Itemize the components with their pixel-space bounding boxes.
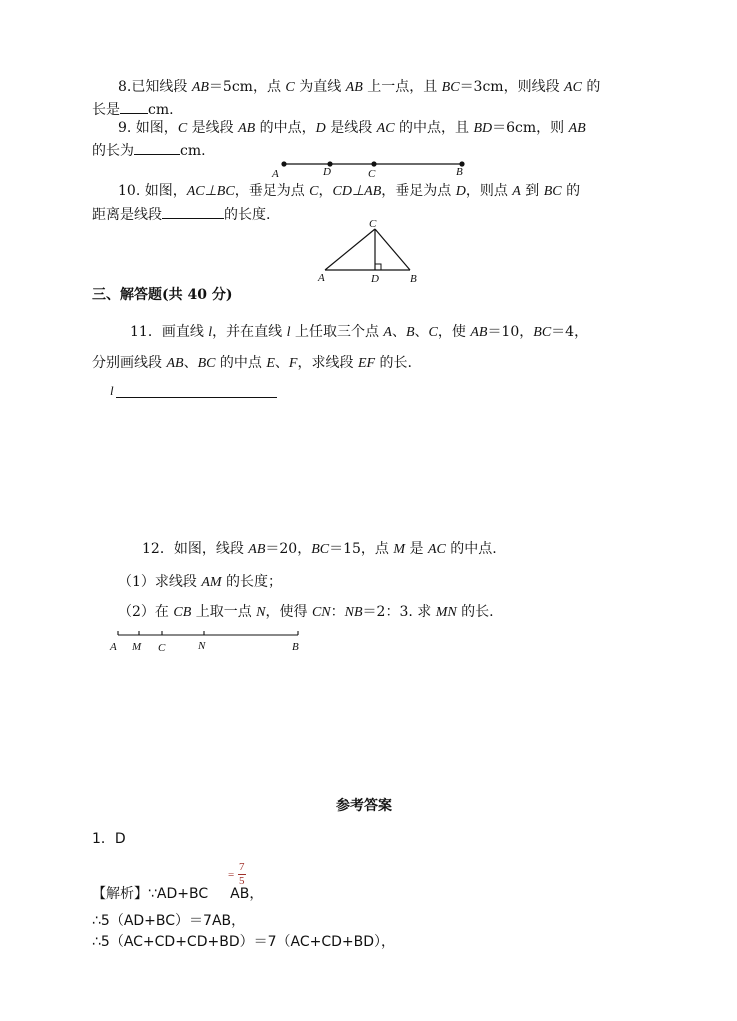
q12-label-m: M [132, 641, 142, 653]
q10-text: 的长度. [224, 207, 271, 223]
q9-line2 [92, 141, 206, 160]
q8-text: 的 [581, 79, 601, 95]
q12-var: NB [344, 605, 363, 620]
q12-var: CN [311, 605, 331, 620]
q10-triangle-figure [315, 220, 425, 290]
q12-text: ＝2：3. 求 [362, 604, 436, 620]
q10-var: C [309, 184, 319, 199]
q12-line1 [142, 540, 497, 559]
q11-text: 分别画线段 [92, 355, 167, 371]
q11-var: A [383, 325, 392, 340]
q10-text: 距离是线段 [92, 207, 162, 223]
q10-right-angle-mark [375, 264, 381, 270]
q11-var: AB [166, 356, 184, 371]
q12-var: BC [311, 542, 330, 557]
q9-var: AB [568, 121, 586, 136]
q11-var: C [428, 325, 438, 340]
fraction-denominator: 5 [239, 875, 245, 887]
q9-text: cm. [180, 143, 206, 159]
q9-text: 的中点， [255, 120, 316, 136]
q9-text: ＝6cm，则 [492, 120, 569, 136]
q8-var: BC [441, 80, 460, 95]
q11-var: BC [533, 325, 552, 340]
q11-text: ，求线段 [297, 355, 358, 371]
answer-step-1: ∴5（AD+BC）＝7AB， [92, 913, 246, 929]
q11-text: ＝4， [551, 324, 589, 340]
q12-label-c: C [158, 642, 166, 654]
q12-var: N [256, 605, 266, 620]
q8-text: 为直线 [294, 79, 346, 95]
q11-text: 、 [274, 355, 289, 371]
q10-label-a: A [318, 272, 325, 284]
q9-var: C [177, 121, 188, 136]
q10-side-ac [325, 229, 375, 270]
q11-var: BC [197, 356, 216, 371]
q12-text: 的长. [456, 604, 494, 620]
q11-text: 的长. [375, 355, 412, 371]
q11-text: ，并在直线 [212, 324, 287, 340]
q9-label-b: B [456, 166, 463, 178]
q12-text: （2）在 [118, 604, 174, 620]
q12-text: 上取一点 [191, 604, 257, 620]
q9-point-a [281, 161, 286, 166]
q11-text: 、 [183, 355, 198, 371]
q10-var: A [512, 184, 521, 199]
q9-text: 9. 如图， [118, 120, 178, 136]
q12-text: 的长度； [221, 574, 283, 590]
analysis-text: AB， [230, 886, 264, 902]
q8-text: ＝5cm，点 [208, 79, 286, 95]
q8-text: 8.已知线段 [118, 79, 192, 95]
q11-text: 、 [414, 324, 429, 340]
q9-text: 是线段 [187, 120, 239, 136]
q12-text: ＝15，点 [329, 541, 394, 557]
q10-text: ， [318, 183, 333, 199]
q12-segment-figure [108, 628, 308, 656]
q10-line1 [118, 182, 580, 201]
fraction-numerator: 7 [239, 861, 245, 873]
q8-line1 [118, 78, 600, 97]
q11-text: 上任取三个点 [290, 324, 384, 340]
q8-var: AB [191, 80, 209, 95]
q9-label-a: A [272, 168, 279, 180]
q11-var: B [405, 325, 415, 340]
section-3-title: 三、解答题(共 40 分) [92, 287, 233, 303]
fraction-equals: = [228, 869, 235, 881]
q12-var: MN [435, 605, 457, 620]
analysis-text: 【解析】∵AD+BC [92, 886, 209, 902]
q12-sub2 [118, 603, 494, 622]
q10-text: ，则点 [465, 183, 513, 199]
q9-var: D [315, 121, 326, 136]
q9-var: AB [238, 121, 256, 136]
q11-line-label: l [110, 383, 114, 398]
q11-text: ＝10， [487, 324, 534, 340]
q8-text: cm. [148, 102, 174, 118]
q12-var: AM [201, 575, 222, 590]
q11-var: EF [357, 356, 376, 371]
q11-line-l [116, 397, 277, 398]
q12-label-n: N [198, 640, 206, 652]
q9-point-c [371, 161, 376, 166]
answers-title: 参考答案 [336, 798, 392, 814]
q11-text: 11．画直线 [130, 324, 209, 340]
q12-text: ＝20， [265, 541, 312, 557]
q10-label-c: C [369, 218, 377, 230]
q8-var: AC [564, 80, 582, 95]
q12-text: ，使得 [265, 604, 312, 620]
q10-var: CD⊥AB [332, 184, 382, 199]
q11-text: ，使 [437, 324, 471, 340]
q11-var: E [266, 356, 275, 371]
q12-var: AB [248, 542, 266, 557]
q12-text: ： [330, 604, 345, 620]
q11-var: l [286, 325, 291, 340]
q8-answer-blank[interactable] [120, 100, 148, 114]
q10-answer-blank[interactable] [162, 205, 224, 219]
q12-text: 12．如图，线段 [142, 541, 249, 557]
q9-text: 是线段 [325, 120, 377, 136]
q12-text: （1）求线段 [118, 574, 202, 590]
q11-text: 、 [391, 324, 406, 340]
q10-text: 10. 如图， [118, 183, 187, 199]
q10-label-d: D [371, 273, 379, 285]
q9-segment-figure [270, 155, 480, 181]
q9-label-d: D [323, 166, 331, 178]
q10-var: D [455, 184, 466, 199]
answer-1: 1．D [92, 831, 126, 847]
q10-text: 到 [520, 183, 544, 199]
q12-var: AC [427, 542, 446, 557]
q8-line2 [92, 100, 174, 119]
q12-sub1 [118, 573, 282, 592]
answer-1-analysis [92, 885, 263, 903]
q11-var: F [288, 356, 298, 371]
q8-text: 上一点，且 [362, 79, 442, 95]
q11-text: 的中点 [215, 355, 267, 371]
q10-text: ，垂足为点 [234, 183, 310, 199]
q9-answer-blank[interactable] [134, 141, 180, 155]
q10-text: 的 [561, 183, 581, 199]
q12-text: 是 [405, 541, 428, 557]
q12-text: 的中点. [445, 541, 497, 557]
q11-line2 [92, 354, 412, 373]
answer-step-2: ∴5（AC+CD+CD+BD）＝7（AC+CD+BD）， [92, 934, 396, 950]
q12-label-a: A [110, 641, 117, 653]
q9-label-c: C [368, 168, 376, 180]
q11-var: AB [470, 325, 488, 340]
q8-text: ＝3cm，则线段 [459, 79, 565, 95]
q9-text: 的长为 [92, 143, 134, 159]
q11-line1 [130, 323, 588, 342]
q12-label-b: B [292, 641, 299, 653]
q8-var: AB [345, 80, 363, 95]
q12-var: CB [173, 605, 192, 620]
q10-text: ，垂足为点 [381, 183, 456, 199]
q12-var: M [393, 542, 406, 557]
q9-line1 [118, 119, 586, 138]
q10-label-b: B [410, 273, 417, 285]
q9-var: AC [376, 121, 395, 136]
q11-var: l [208, 325, 213, 340]
q8-text: 长是 [92, 102, 120, 118]
q10-line2 [92, 205, 270, 224]
q10-var: AC⊥BC [186, 184, 235, 199]
q8-var: C [285, 80, 295, 95]
q9-var: BD [473, 121, 493, 136]
q9-text: 的中点，且 [394, 120, 474, 136]
q10-var: BC [543, 184, 562, 199]
